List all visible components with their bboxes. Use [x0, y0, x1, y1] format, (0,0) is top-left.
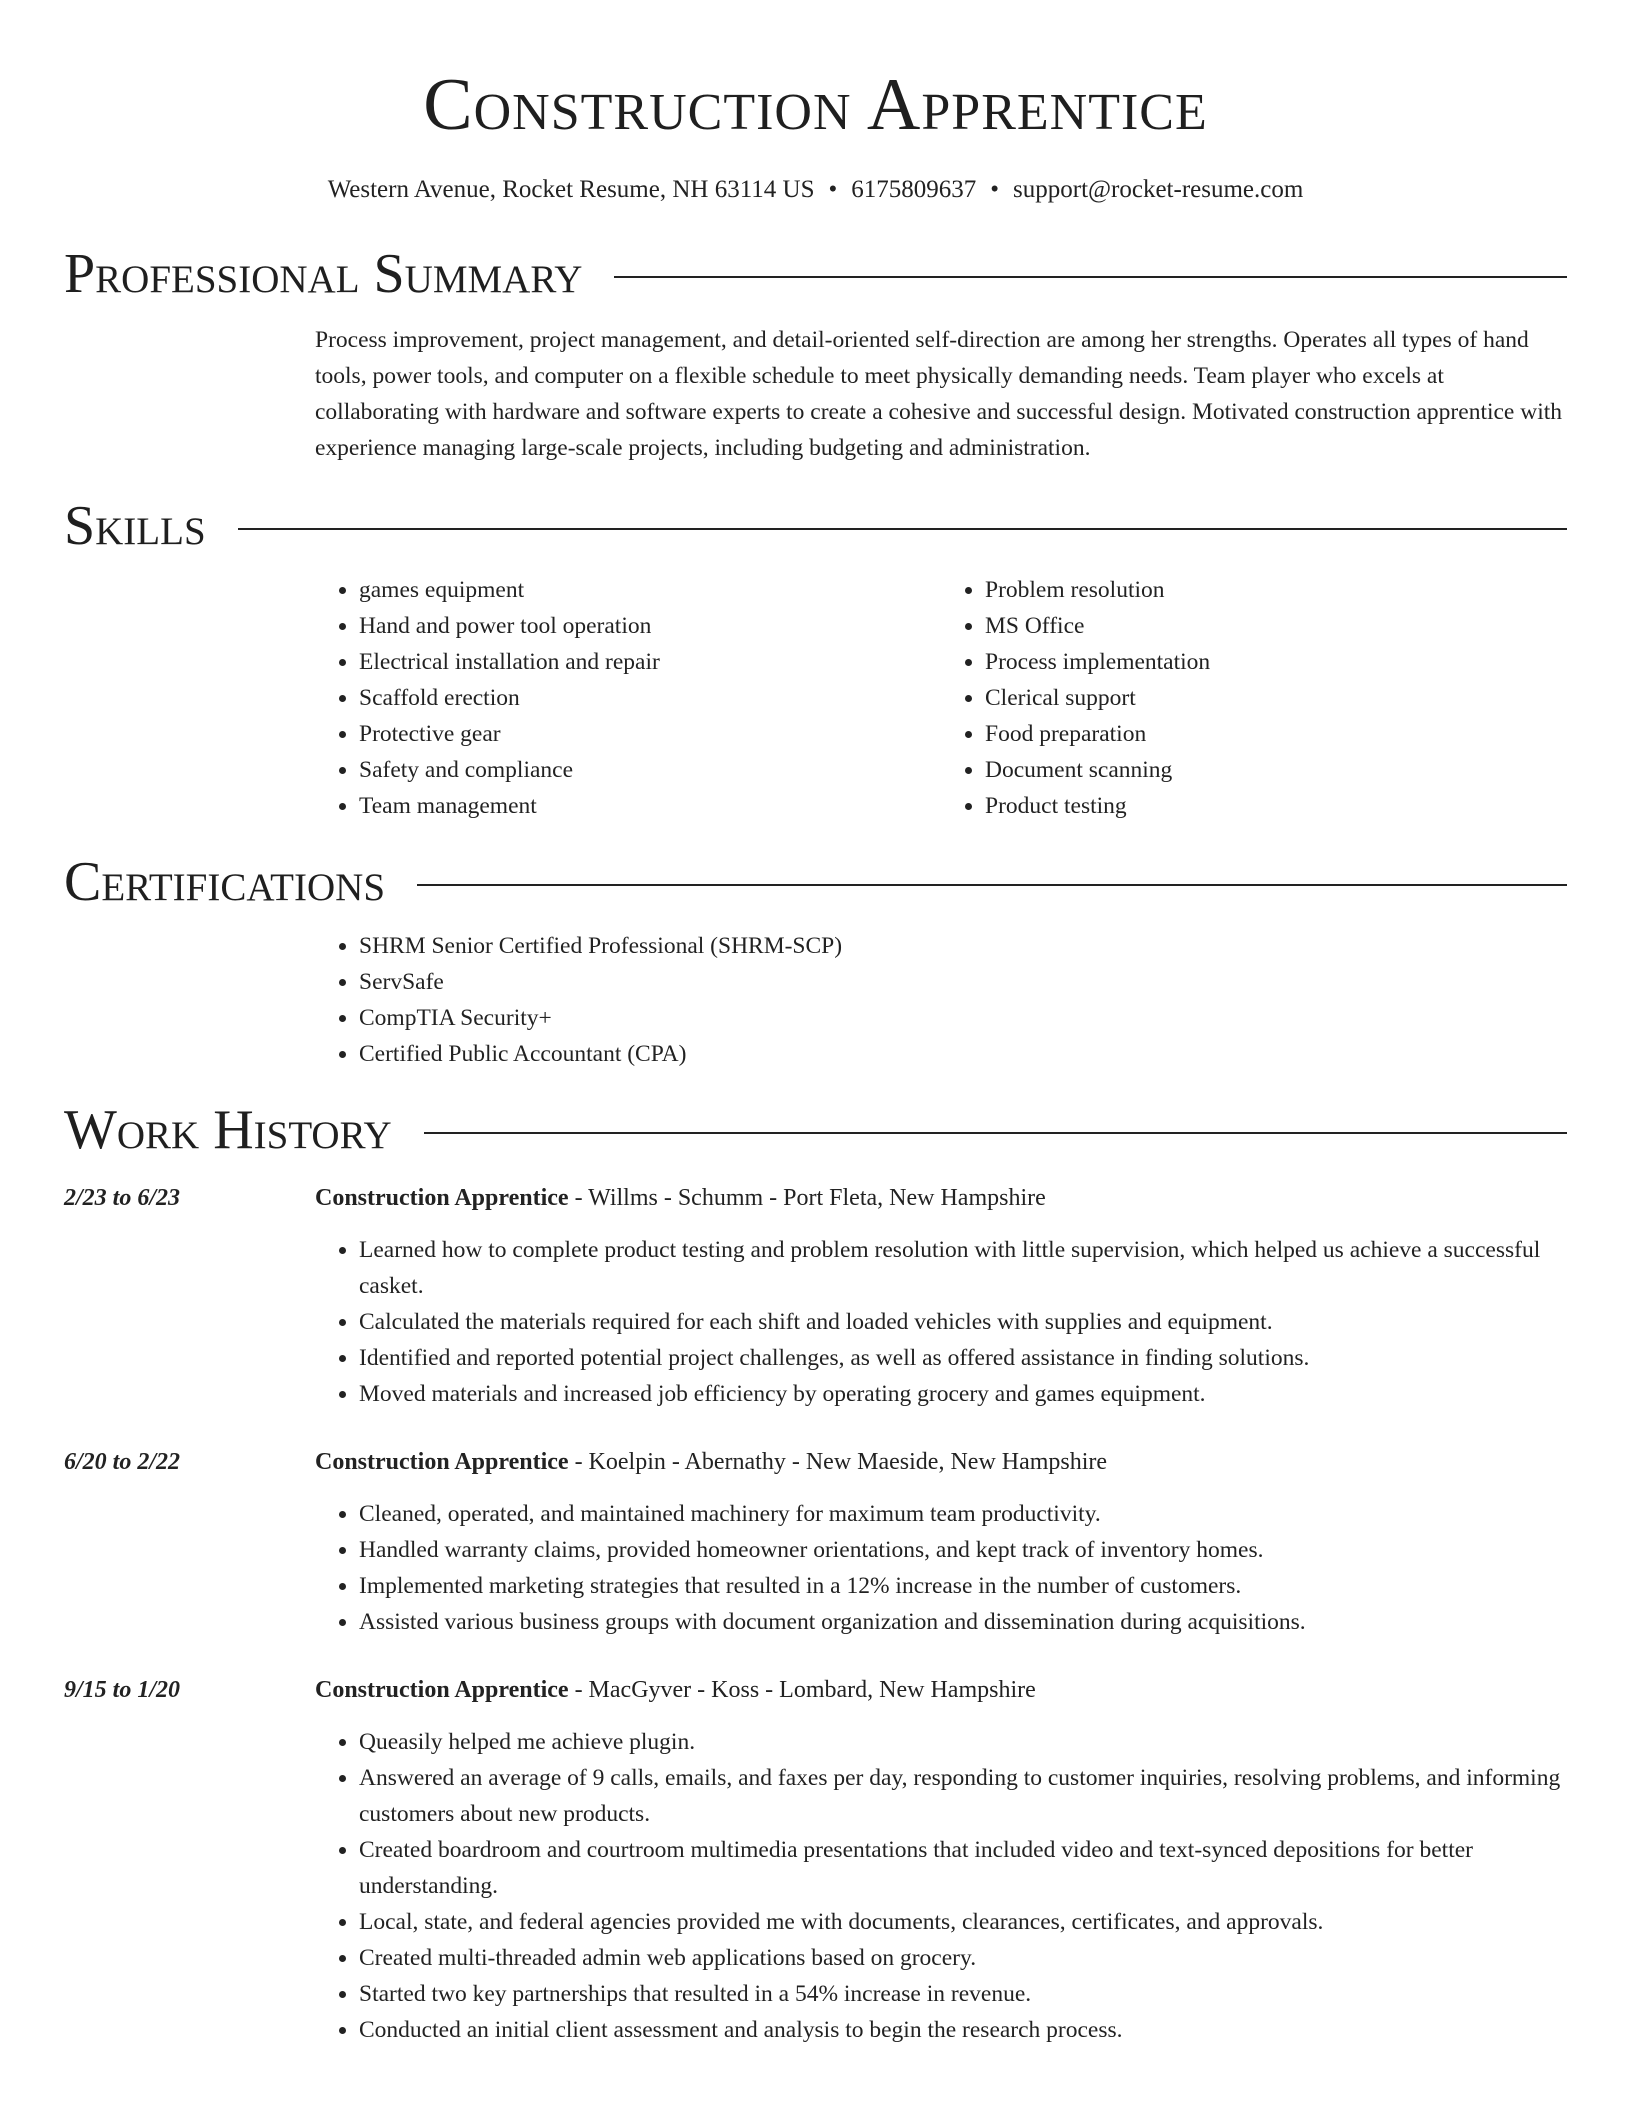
job-bullet: • Started two key partnerships that resulted in a 54% increase in revenue.	[359, 1976, 1567, 2012]
job-bullet: • Handled warranty claims, provided homeowner orientations, and kept track of inventory homes.	[359, 1532, 1567, 1568]
contact-line	[64, 174, 1567, 206]
job-entry	[64, 1672, 1567, 2048]
skill-item: • Scaffold erection	[359, 680, 941, 716]
job-title: Construction Apprentice	[315, 1449, 569, 1475]
certification-item: • CompTIA Security+	[359, 1000, 1567, 1036]
job-entry	[64, 1180, 1567, 1412]
job-employer: - MacGyver - Koss - Lombard, New Hampshire	[568, 1677, 1036, 1703]
section-divider	[424, 1132, 1567, 1134]
job-entry	[64, 1444, 1567, 1640]
section-divider	[614, 276, 1567, 278]
skills-list-right	[941, 572, 1567, 824]
certification-item: • Certified Public Accountant (CPA)	[359, 1036, 1567, 1072]
contact-separator: •	[990, 176, 1000, 203]
job-bullet: • Moved materials and increased job efficiency by operating grocery and games equipment.	[359, 1376, 1567, 1412]
job-bullet: • Implemented marketing strategies that resulted in a 12% increase in the number of customers.	[359, 1568, 1567, 1604]
certification-item: • SHRM Senior Certified Professional (SHRM-SCP)	[359, 928, 1567, 964]
skill-item: • Process implementation	[985, 644, 1567, 680]
job-title-line	[315, 1180, 1567, 1216]
job-bullets	[315, 1232, 1567, 1412]
job-dates: 6/20 to 2/22	[64, 1449, 181, 1475]
certifications-list	[315, 928, 1567, 1072]
section-divider	[238, 528, 1567, 530]
job-bullet: • Assisted various business groups with document organization and dissemination during acquisitions.	[359, 1604, 1567, 1640]
skill-item: • Food preparation	[985, 716, 1567, 752]
resume-page	[64, 0, 1567, 2048]
skill-item: • Protective gear	[359, 716, 941, 752]
job-bullet: • Answered an average of 9 calls, emails, and faxes per day, responding to customer inquiries, resolving problems, and informing customers about new products.	[359, 1760, 1567, 1832]
skill-item: • Team management	[359, 788, 941, 824]
skill-item: • Product testing	[985, 788, 1567, 824]
skill-item: • Problem resolution	[985, 572, 1567, 608]
certifications-heading: Certifications	[64, 851, 386, 913]
contact-address: Western Avenue, Rocket Resume, NH 63114 US	[327, 176, 815, 203]
skill-item: • Clerical support	[985, 680, 1567, 716]
skills-list-left	[315, 572, 941, 824]
certifications-section	[315, 928, 1567, 1072]
skill-item: • Document scanning	[985, 752, 1567, 788]
contact-email: support@rocket-resume.com	[1013, 176, 1304, 203]
job-bullet: • Cleaned, operated, and maintained machinery for maximum team productivity.	[359, 1496, 1567, 1532]
skills-section-header	[64, 494, 1567, 558]
job-body	[315, 1180, 1567, 1412]
job-bullet: • Identified and reported potential project challenges, as well as offered assistance in finding solutions.	[359, 1340, 1567, 1376]
work-section-header	[64, 1098, 1567, 1162]
certifications-section-header	[64, 850, 1567, 914]
summary-section	[315, 322, 1567, 466]
job-bullets	[315, 1496, 1567, 1640]
job-bullet: • Conducted an initial client assessment and analysis to begin the research process.	[359, 2012, 1567, 2048]
resume-name: Construction Apprentice	[423, 64, 1208, 146]
job-bullet: • Local, state, and federal agencies provided me with documents, clearances, certificates, and approvals.	[359, 1904, 1567, 1940]
summary-text: Process improvement, project management, and detail-oriented self-direction are among her strengths. Operates all types of hand tools, power tools, and computer on a flexible schedule to meet physically demanding needs. Team player who excels at collaborating with hardware and software experts to create a cohesive and successful design. Motivated construction apprentice with experience managing large-scale projects, including budgeting and administration.	[315, 327, 1563, 461]
skill-item: • Hand and power tool operation	[359, 608, 941, 644]
contact-phone: 6175809637	[851, 176, 977, 203]
certification-item: • ServSafe	[359, 964, 1567, 1000]
job-bullet: • Calculated the materials required for each shift and loaded vehicles with supplies and equipment.	[359, 1304, 1567, 1340]
skills-grid	[315, 572, 1567, 824]
job-title: Construction Apprentice	[315, 1185, 569, 1211]
job-bullet: • Created multi-threaded admin web applications based on grocery.	[359, 1940, 1567, 1976]
contact-separator: •	[828, 176, 838, 203]
job-employer: - Willms - Schumm - Port Fleta, New Hampshire	[568, 1185, 1046, 1211]
job-bullet: • Learned how to complete product testing and problem resolution with little supervision, which helped us achieve a successful casket.	[359, 1232, 1567, 1304]
job-bullet: • Queasily helped me achieve plugin.	[359, 1724, 1567, 1760]
job-title: Construction Apprentice	[315, 1677, 569, 1703]
skills-section	[315, 572, 1567, 824]
skill-item: • games equipment	[359, 572, 941, 608]
job-bullet: • Created boardroom and courtroom multimedia presentations that included video and text-synced depositions for better understanding.	[359, 1832, 1567, 1904]
skill-item: • Electrical installation and repair	[359, 644, 941, 680]
skill-item: • Safety and compliance	[359, 752, 941, 788]
job-title-line	[315, 1672, 1567, 1708]
job-dates: 9/15 to 1/20	[64, 1677, 181, 1703]
skills-heading: Skills	[64, 495, 206, 557]
job-body	[315, 1672, 1567, 2048]
skill-item: • MS Office	[985, 608, 1567, 644]
summary-section-header	[64, 242, 1567, 306]
job-body	[315, 1444, 1567, 1640]
job-title-line	[315, 1444, 1567, 1480]
job-dates: 2/23 to 6/23	[64, 1185, 181, 1211]
job-employer: - Koelpin - Abernathy - New Maeside, New Hampshire	[568, 1449, 1108, 1475]
summary-heading: Professional Summary	[64, 243, 583, 305]
work-heading: Work History	[64, 1099, 392, 1161]
job-bullets	[315, 1724, 1567, 2048]
section-divider	[417, 884, 1567, 886]
